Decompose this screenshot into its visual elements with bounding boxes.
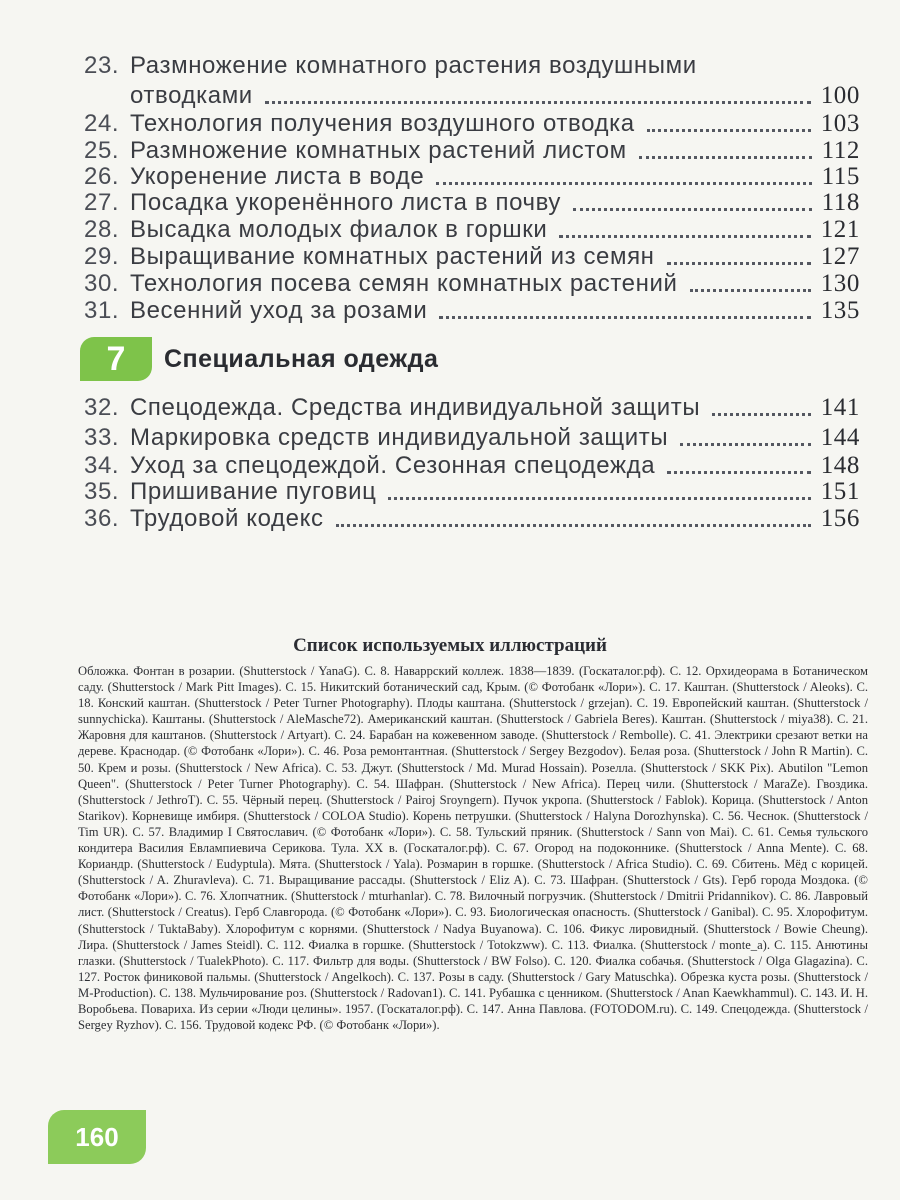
toc-leader-dots xyxy=(559,235,810,238)
toc-entry xyxy=(84,394,860,424)
toc-entry-title: Уход за спецодеждой. Сезонная спецодежда xyxy=(130,452,656,479)
toc-entry-page: 156 xyxy=(820,505,860,532)
toc-entry xyxy=(84,478,860,508)
toc-entry-number: 28. xyxy=(84,216,120,243)
toc-entry-number: 33. xyxy=(84,424,120,451)
toc-entry xyxy=(84,189,860,219)
section-title: Специальная одежда xyxy=(164,344,439,373)
toc-entry-number: 35. xyxy=(84,478,120,505)
toc-entry xyxy=(84,82,860,112)
toc-leader-dots xyxy=(680,443,811,446)
toc-entry-number: 30. xyxy=(84,270,120,297)
toc-entry-page: 100 xyxy=(820,82,860,109)
toc-entry-title: Маркировка средств индивидуальной защиты xyxy=(130,424,669,451)
toc-entry xyxy=(84,505,860,535)
toc-entry-page: 130 xyxy=(820,270,860,297)
toc-entry-title: Размножение комнатного растения воздушными xyxy=(130,52,697,79)
toc-entry-number: 27. xyxy=(84,189,120,216)
toc-entry xyxy=(84,52,860,82)
toc-leader-dots xyxy=(388,497,810,500)
toc-entry-number: 23. xyxy=(84,52,120,79)
toc-entry-page: 127 xyxy=(820,243,860,270)
toc-entry xyxy=(84,270,860,300)
toc-entry-page: 151 xyxy=(820,478,860,505)
toc-leader-dots xyxy=(667,471,811,474)
toc-entry-title: Посадка укоренённого листа в почву xyxy=(130,189,562,216)
toc-entry-page: 103 xyxy=(820,110,860,137)
toc-entry-page: 112 xyxy=(821,137,860,164)
toc-entry-title: Весенний уход за розами xyxy=(130,297,428,324)
toc-entry-page: 148 xyxy=(820,452,860,479)
toc-entry-number: 34. xyxy=(84,452,120,479)
toc-entry-page: 118 xyxy=(821,189,860,216)
toc-entry-page: 144 xyxy=(820,424,860,451)
toc-entry-number: 25. xyxy=(84,137,120,164)
toc-entry-title: Размножение комнатных растений листом xyxy=(130,137,627,164)
toc-entry-number: 32. xyxy=(84,394,120,421)
toc-leader-dots xyxy=(336,524,811,527)
page-number: 160 xyxy=(48,1110,146,1164)
toc-leader-dots xyxy=(436,182,811,185)
toc-entry-number: 36. xyxy=(84,505,120,532)
toc-entry xyxy=(84,110,860,140)
toc-leader-dots xyxy=(690,289,811,292)
toc-entry-title: Технология получения воздушного отводка xyxy=(130,110,635,137)
illustrations-heading: Список используемых иллюстраций xyxy=(293,635,607,656)
toc-entry-page: 135 xyxy=(820,297,860,324)
toc-entry-number: 24. xyxy=(84,110,120,137)
toc-entry-title: Технология посева семян комнатных растений xyxy=(130,270,678,297)
toc-entry xyxy=(84,297,860,327)
toc-entry-title: Пришивание пуговиц xyxy=(130,478,377,505)
toc-entry-title: отводками xyxy=(130,82,253,109)
toc-entry-page: 115 xyxy=(821,163,860,190)
toc-entry-number: 26. xyxy=(84,163,120,190)
toc-entry xyxy=(84,216,860,246)
toc-leader-dots xyxy=(712,413,810,416)
toc-leader-dots xyxy=(573,208,812,211)
section-number-badge: 7 xyxy=(80,337,152,381)
toc-entry-title: Укоренение листа в воде xyxy=(130,163,425,190)
toc-leader-dots xyxy=(639,156,812,159)
toc-entry xyxy=(84,424,860,454)
toc-leader-dots xyxy=(439,316,810,319)
toc-entry-title: Трудовой кодекс xyxy=(130,505,324,532)
section-header xyxy=(80,336,438,382)
toc-leader-dots xyxy=(667,262,811,265)
toc-entry-page: 121 xyxy=(820,216,860,243)
toc-entry-number: 29. xyxy=(84,243,120,270)
toc-entry xyxy=(84,243,860,273)
illustrations-text: Обложка. Фонтан в розарии. (Shutterstock / YanaG). С. 8. Наваррский коллеж. 1838—1839. (Госкаталог.рф). С. 12. Орхидеорама в Ботаническом саду. (Shutterstock / Mark Pitt Images). С. 15. Никитский ботанический сад, Крым. (© Фотобанк «Лори»). С. 17. Каштан. (Shutterstock / Aleoks). С. 18. Конский каштан. (Shutterstock / Peter Turner Photography). Плоды каштана. (Shutterstock / grzejan). С. 19. Европейский каштан. (Shutterstock / sunnychicka). Каштаны. (Shutterstock / AleMasche72). Американский каштан. (Shutterstock / Gabriela Beres). Каштан. (Shutterstock / miya38). С. 21. Жаровня для каштанов. (Shutterstock / Artyart). С. 24. Барабан на кожевенном заводе. (Shutterstock / Rembolle). С. 41. Электрики срезают ветки на дереве. Краснодар. (© Фотобанк «Лори»). С. 46. Роза ремонтантная. (Shutterstock / Sergey Bezgodov). Белая роза. (Shutterstock / John R Martin). С. 50. Крем и розы. (Shutterstock / New Africa). С. 53. Джут. (Shutterstock / Md. Murad Hossain). Розелла. (Shutterstock / SKK Pix). Abutilon "Lemon Queen". (Shutterstock / Peter Turner Photography). С. 54. Шафран. (Shutterstock / New Africa). Перец чили. (Shutterstock / MaraZe). Гвоздика. (Shutterstock / JethroT). С. 55. Чёрный перец. (Shutterstock / Pairoj Sroyngern). Пучок укропа. (Shutterstock / Fablok). Корица. (Shutterstock / Anton Starikov). Корневище имбиря. (Shutterstock / COLOA Studio). Корень петрушки. (Shutterstock / Halyna Dorozhynska). С. 56. Чеснок. (Shutterstock / Tim UR). С. 57. Владимир I Святославич. (© Фотобанк «Лори»). С. 58. Тульский пряник. (Shutterstock / Sann von Mai). С. 61. Семья тульского кондитера Василия Евлампиевича Серикова. Тула. XX в. (Госкаталог.рф). С. 67. Огород на подоконнике. (Shutterstock / Anna Mente). С. 68. Кориандр. (Shutterstock / Eudyptula). Мята. (Shutterstock / Yala). Розмарин в горшке. (Shutterstock / Africa Studio). С. 69. Сбитень. Мёд с корицей. (Shutterstock / A. Zhuravleva). С. 71. Выращивание рассады. (Shutterstock / Eliz A). С. 73. Шафран. (Shutterstock / Gts). Герб города Моздока. (© Фотобанк «Лори»). С. 76. Хлопчатник. (Shutterstock / mturhanlar). С. 78. Вилочный погрузчик. (Shutterstock / Dmitrii Pridannikov). С. 86. Лавровый лист. (Shutterstock / Creatus). Герб Славгорода. (© Фотобанк «Лори»). С. 93. Биологическая опасность. (Shutterstock / Ganibal). С. 95. Хлорофитум. (Shutterstock / TuktaBaby). Хлорофитум с корнями. (Shutterstock / Nadya Buyanowa). С. 106. Фикус лировидный. (Shutterstock / Bowie Cheung). Лира. (Shutterstock / James Steidl). С. 112. Фиалка в горшке. (Shutterstock / Totokzww). С. 113. Фиалка. (Shutterstock / monte_a). С. 115. Анютины глазки. (Shutterstock / TualekPhoto). С. 117. Фильтр для воды. (Shutterstock / BW Folso). С. 120. Фиалка собачья. (Shutterstock / Olga Glagazina). С. 127. Росток финиковой пальмы. (Shutterstock / Angelkoch). С. 137. Розы в саду. (Shutterstock / Gary Matuschka). Обрезка куста розы. (Shutterstock / M-Production). С. 138. Мульчирование роз. (Shutterstock / Radovan1). С. 141. Рубашка с ценником. (Shutterstock / Anan Kaewkhammul). С. 143. И. Н. Воробьева. Повариха. Из серии «Люди целины». 1957. (Госкаталог.рф). С. 147. Анна Павлова. (FOTODOM.ru). С. 149. Спецодежда. (Shutterstock / Sergey Ryzhov). С. 156. Трудовой кодекс РФ. (© Фотобанк «Лори»). xyxy=(78,664,868,1033)
toc-entry-title: Спецодежда. Средства индивидуальной защиты xyxy=(130,394,701,421)
toc-entry-title: Выращивание комнатных растений из семян xyxy=(130,243,655,270)
toc-entry-number: 31. xyxy=(84,297,120,324)
toc-leader-dots xyxy=(265,101,811,104)
toc-entry-title: Высадка молодых фиалок в горшки xyxy=(130,216,548,243)
toc-leader-dots xyxy=(647,129,811,132)
toc-entry-page: 141 xyxy=(820,394,860,421)
